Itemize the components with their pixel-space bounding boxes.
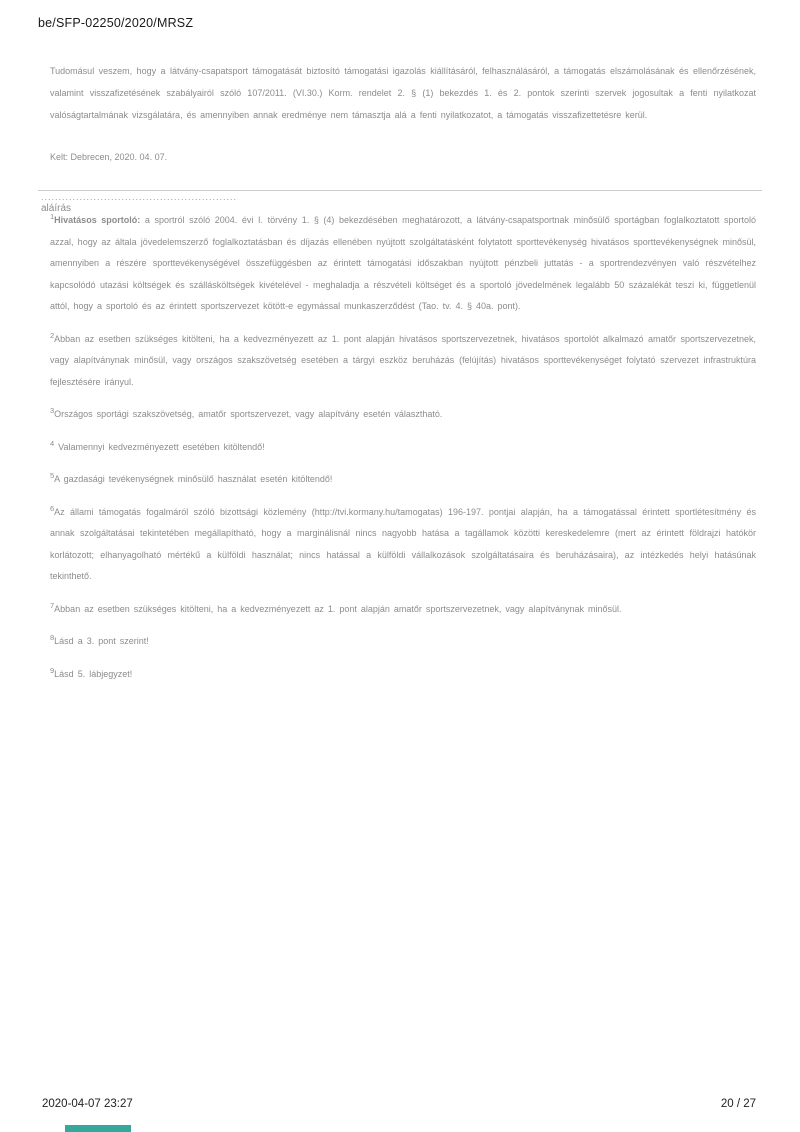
footnote-3 xyxy=(50,404,756,426)
footnote-6 xyxy=(50,502,756,588)
signature-dotted-line: ........................................................ xyxy=(41,192,238,202)
declaration-paragraph: Tudomásul veszem, hogy a látvány-csapatsport támogatását biztosító támogatási igazolás kiállításáról, felhasználásáról, a támogatás elszámolásának és ellenőrzésének, valamint visszafizetésének szabályairól szóló 107/2011. (VI.30.) Korm. rendelet 2. § (1) bekezdés 1. és 2. pontok szerinti szervek jogosultak a fenti nyilatkozat valóságtartalmának vizsgálatára, és amennyiben annak eredménye nem támasztja alá a fenti nyilatkozatot, a támogatás visszafizettetésre kerül. xyxy=(50,66,756,120)
footer-timestamp: 2020-04-07 23:27 xyxy=(42,1098,133,1110)
footnote-7-number: 7 xyxy=(50,600,55,610)
footnote-5-text: A gazdasági tevékenységnek minősülő használat esetén kitöltendő! xyxy=(54,474,333,484)
footnote-4 xyxy=(50,437,756,459)
footnote-6-number: 6 xyxy=(50,503,55,513)
footer-page-indicator: 20 / 27 xyxy=(720,1098,756,1110)
footnotes-section xyxy=(50,210,756,696)
footnote-3-text: Országos sportági szakszövetség, amatőr sportszervezet, vagy alapítvány esetén választható. xyxy=(54,409,443,419)
footnote-5 xyxy=(50,469,756,491)
footnote-1-text: a sportról szóló 2004. évi I. törvény 1. § (4) bekezdésében meghatározott, a látvány-csapatsportnak minősülő sportágban foglalkoztatott sportoló azzal, hogy az általa jövedelemszerző foglalkoztatásban és díjazás ellenében nyújtott szolgáltatásként folytatott sporttevékenység hivatásos sporttevékenységnek minősül, amennyiben a részére sporttevékenységével összefüggésben az érintett támogatási időszakban nyújtott pénzbeli juttatás - a sportrendezvényen való részvételhez kapcsolódó utazási költségek és szállásköltségek kivételével - meghaladja a részvételi költséget és a sportoló jövedelmének legalább 50 százalékát teszi ki, függetlenül attól, hogy a sportoló és az érintett sportszervezet kötött-e egymással munkaszerződést (Tao. tv. 4. § 40a. pont). xyxy=(50,215,757,311)
footnote-8-number: 8 xyxy=(50,633,55,642)
footnote-9-number: 9 xyxy=(50,665,55,675)
footnote-9 xyxy=(50,664,756,686)
next-page-header-sliver xyxy=(65,1125,131,1132)
footnote-2-text: Abban az esetben szükséges kitölteni, ha a kedvezményezett az 1. pont alapján hivatásos sportszervezetnek, hivatásos sportolót alkalmazó amatőr sportszervezetnek, vagy alapítványnak minősül, vagy országos szakszövetség esetében a tárgyi eszköz beruházás (felújítás) hivatásos sporttevékenységet folytató szervezet infrastruktúra fejlesztésére irányul. xyxy=(50,333,756,387)
document-reference-title: be/SFP-02250/2020/MRSZ xyxy=(38,16,194,30)
footnote-3-number: 3 xyxy=(50,406,55,415)
footnote-6-text: Az állami támogatás fogalmáról szóló bizottsági közlemény (http://tvi.kormany.hu/tamogatas) 196-197. pontjai alapján, ha a támogatással érintett sportlétesítmény és annak szolgáltatásai tekintetében megállapítható, hogy a marginálisnál nincs nagyobb hatása a tagállamok közötti kereskedelemre (mert az érintett földrajzi hatókör korlátozott; elhanyagolható mértékű a külföldi használat; nincs hatással a külföldi vállalkozások szolgáltatásaira és beruházásaira), az intézkedés helyi hatásúnak tekinthető. xyxy=(50,506,756,581)
footnote-7-text: Abban az esetben szükséges kitölteni, ha a kedvezményezett az 1. pont alapján amatőr sportszervezetnek, vagy alapítványnak minősül. xyxy=(54,603,622,614)
declaration-section xyxy=(41,60,756,215)
footnote-1 xyxy=(50,210,756,318)
signature-label: aláírás xyxy=(41,203,72,214)
footnote-7 xyxy=(50,599,756,621)
date-place-line: Kelt: Debrecen, 2020. 04. 07. xyxy=(50,152,168,162)
footnote-2 xyxy=(50,329,756,394)
footnote-5-number: 5 xyxy=(50,471,55,480)
footnote-1-number: 1 xyxy=(50,212,55,221)
footnote-2-number: 2 xyxy=(50,330,55,340)
footnote-1-lead: Hivatásos sportoló: xyxy=(54,215,141,225)
section-divider xyxy=(38,190,762,191)
footnote-9-text: Lásd 5. lábjegyzet! xyxy=(54,668,133,679)
footnote-4-number: 4 xyxy=(50,438,55,448)
footnote-8-text: Lásd a 3. pont szerint! xyxy=(54,636,149,646)
footnote-8 xyxy=(50,631,756,653)
footnote-4-text: Valamennyi kedvezményezett esetében kitöltendő! xyxy=(54,441,265,452)
